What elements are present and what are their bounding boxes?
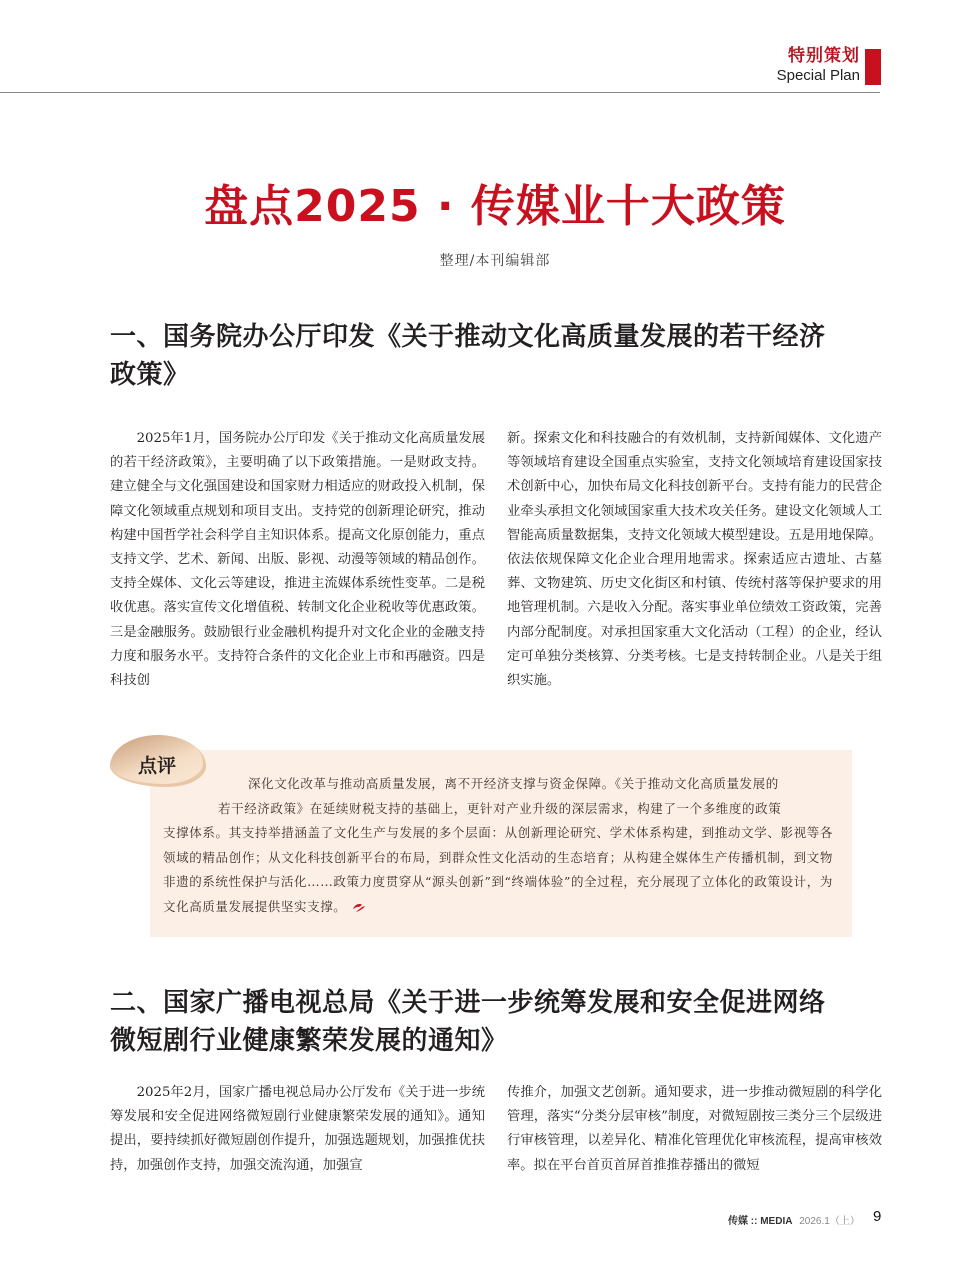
section-tag-en: Special Plan [776,67,860,84]
comment-text [163,772,833,919]
section2-left-text: 2025年2月，国家广播电视总局办公厅发布《关于进一步统筹发展和安全促进网络微短剧行业健康繁荣发展的通知》。通知提出，要持续抓好微短剧创作提升，加强选题规划，加强推优扶持，加强创作支持，加强交流沟通，加强宣 [110,1085,485,1173]
comment-line2: 若干经济政策》在延续财税支持的基础上，更针对产业升级的深层需求，构建了一个多维度的政策 [218,800,782,816]
page-title: 盘点2025 · 传媒业十大政策 [204,181,786,232]
comment-rest: 支撑体系。其支持举措涵盖了文化生产与发展的多个层面：从创新理论研究、学术体系构建，到推动文学、影视等各领域的精品创作；从文化科技创新平台的布局，到群众性文化活动的生态培育；从构建全媒体生产传播机制，到文物非遗的系统性保护与活化……政策力度贯穿从“源头创新”到“终端体验”的全过程，充分展现了立体化的政策设计，为文化高质量发展提供坚实支撑。 [163,825,833,914]
comment-badge-label: 点评 [138,755,177,777]
section1-left-column [110,427,485,693]
comment-line1: 深化文化改革与推动高质量发展，离不开经济支撑与资金保障。《关于推动文化高质量发展的 [248,776,779,791]
end-mark-icon [351,901,367,913]
section1-heading [110,318,885,394]
section2-heading [110,984,885,1060]
section2-left-column [110,1081,485,1178]
section-tag [777,46,860,86]
section2-right-text: 传推介，加强文艺创新。通知要求，进一步推动微短剧的科学化管理，落实“分类分层审核”制度，对微短剧按三类分三个层级进行审核管理，以差异化、精准化管理优化审核流程，提高审核效率。拟在平台首页首屏首推推荐播出的微短 [507,1085,882,1173]
section-color-block [865,49,881,85]
section1-left-text: 2025年1月，国务院办公厅印发《关于推动文化高质量发展的若干经济政策》，主要明确了以下政策措施。一是财政支持。建立健全与文化强国建设和国家财力相适应的财政投入机制，保障文化领域重点规划和项目支出。支持党的创新理论研究，推动构建中国哲学社会科学自主知识体系。提高文化原创能力，重点支持文学、艺术、新闻、出版、影视、动漫等领域的精品创作。支持全媒体、文化云等建设，推进主流媒体系统性变革。二是税收优惠。落实宣传文化增值税、转制文化企业税收等优惠政策。三是金融服务。鼓励银行业金融机构提升对文化企业的金融支持力度和服务水平。支持符合条件的文化企业上市和再融资。四是科技创 [110,431,485,689]
section1-heading-line1: 一、国务院办公厅印发《关于推动文化高质量发展的若干经济 [110,322,826,352]
page-number: 9 [873,1208,882,1225]
section-tag-cn: 特别策划 [788,46,860,66]
page-footer [728,1208,882,1227]
section1-right-text: 新。探索文化和科技融合的有效机制，支持新闻媒体、文化遗产等领域培育建设全国重点实验室，支持文化领域培育建设国家技术创新中心，加快布局文化科技创新平台。支持有能力的民营企业牵头承担文化领域国家重大技术攻关任务。建设文化领域人工智能高质量数据集，支持文化领域大模型建设。五是用地保障。依法依规保障文化企业合理用地需求。探索适应古遗址、古墓葬、文物建筑、历史文化街区和村镇、传统村落等保护要求的用地管理机制。六是收入分配。落实事业单位绩效工资政策，完善内部分配制度。对承担国家重大文化活动（工程）的企业，经认定可单独分类核算、分类考核。七是支持转制企业。八是关于组织实施。 [507,431,882,689]
section1-heading-line2: 政策》 [110,360,190,390]
section2-heading-line1: 二、国家广播电视总局《关于进一步统筹发展和安全促进网络 [110,988,826,1018]
footer-magazine: 传媒 :: MEDIA [728,1216,793,1227]
header-rule [0,92,880,93]
section1-right-column [507,427,882,693]
section2-right-column [507,1081,882,1178]
byline: 整理/本刊编辑部 [439,253,551,269]
section2-heading-line2: 微短剧行业健康繁荣发展的通知》 [110,1026,508,1056]
footer-issue: 2026.1（上） [799,1216,860,1227]
